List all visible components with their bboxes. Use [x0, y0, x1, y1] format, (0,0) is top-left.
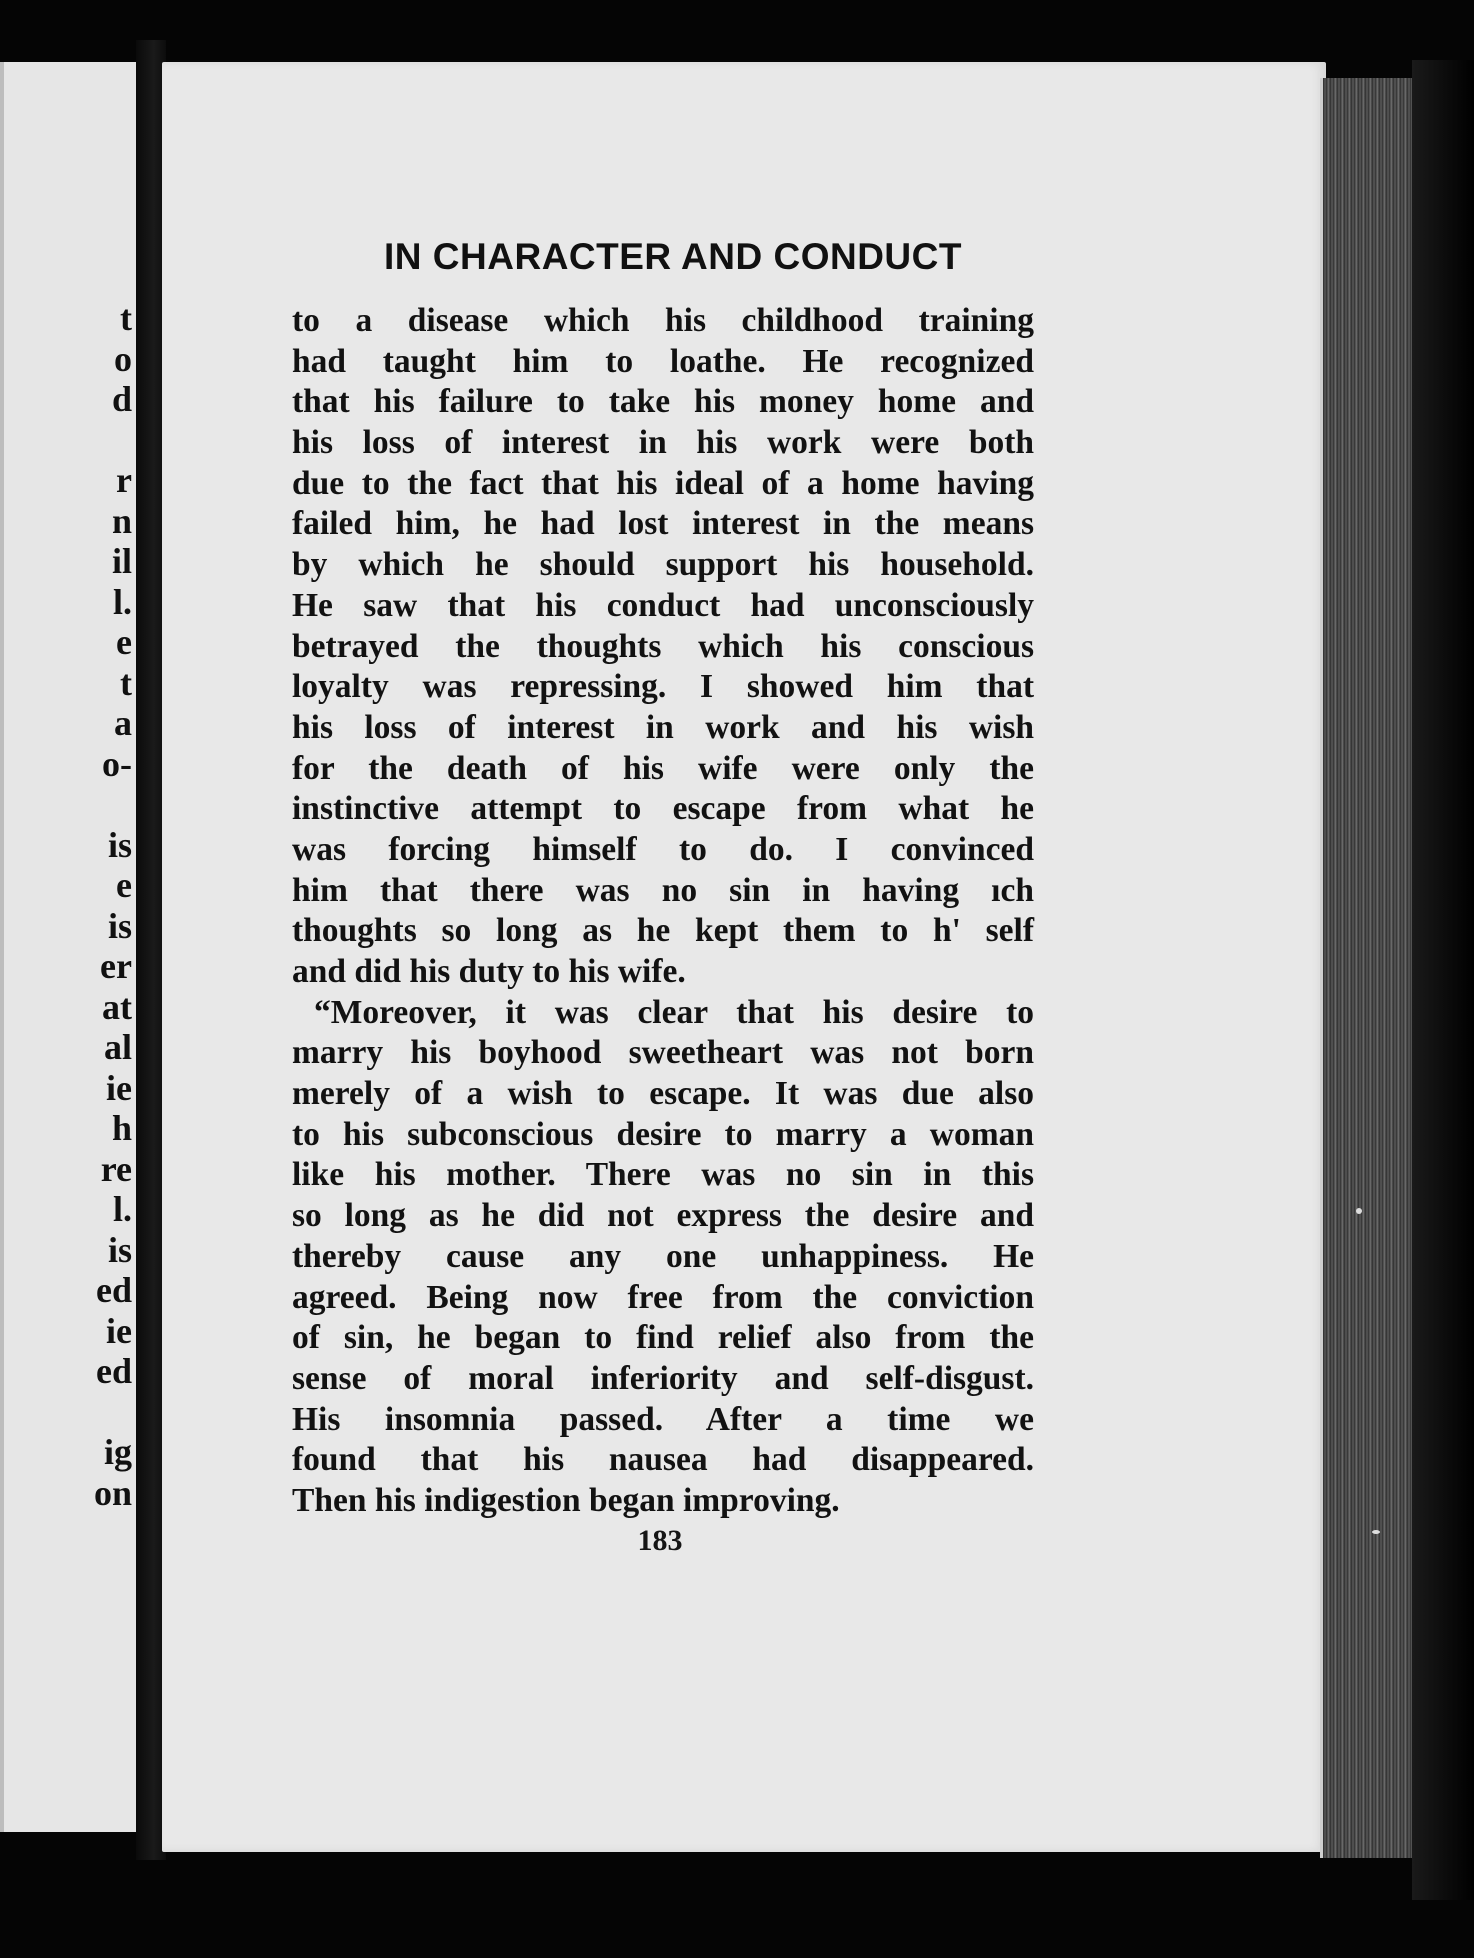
text-line: that his failure to take his money home and [292, 383, 1034, 421]
text-line: failed him, he had lost interest in the means [292, 505, 1034, 543]
text-line: so long as he did not express the desire and [292, 1197, 1034, 1235]
text-line: had taught him to loathe. He recognized [292, 342, 1034, 380]
fragment [0, 420, 132, 461]
scan-speck [1356, 1208, 1362, 1214]
fragment: at [102, 986, 132, 1027]
body-text [292, 301, 1034, 1522]
page-stack-edge [1320, 78, 1415, 1858]
fragment: a [114, 703, 132, 743]
text-line: of sin, he began to find relief also from the [292, 1319, 1034, 1357]
text-line: him that there was no sin in having ıch [292, 871, 1034, 909]
text-line: his loss of interest in his work were both [292, 424, 1034, 462]
text-line: betrayed the thoughts which his conscious [292, 627, 1034, 665]
text-line: for the death of his wife were only the [292, 749, 1034, 787]
fragment: t [120, 662, 132, 703]
page-number: 183 [637, 1524, 683, 1557]
facing-page-fragment [0, 62, 136, 1832]
text-line: “Moreover, it was clear that his desire to [314, 993, 1034, 1031]
fragment: l. [112, 1189, 132, 1229]
text-line: by which he should support his household. [292, 546, 1034, 584]
fragment: ig [103, 1432, 132, 1472]
fragment: ed [96, 1351, 132, 1391]
facing-page-text [0, 298, 132, 1513]
text-line: to his subconscious desire to marry a woman [292, 1115, 1034, 1153]
text-line: found that his nausea had disappeared. [292, 1441, 1034, 1479]
text-line: His insomnia passed. After a time we [292, 1400, 1034, 1438]
text-line: was forcing himself to do. I convinced [292, 830, 1034, 868]
fragment: on [93, 1472, 132, 1513]
fragment: ie [106, 1310, 132, 1351]
fragment: t [120, 298, 132, 338]
text-line: due to the fact that his ideal of a home having [292, 464, 1034, 502]
text-line: thereby cause any one unhappiness. He [292, 1237, 1034, 1275]
text-line: thoughts so long as he kept them to h' self [292, 912, 1034, 950]
scan-border [1412, 60, 1474, 1900]
fragment: n [111, 500, 132, 541]
scan-speck [1372, 1530, 1380, 1534]
text-line: sense of moral inferiority and self-disgust. [292, 1359, 1034, 1397]
running-head: IN CHARACTER AND CONDUCT [384, 236, 962, 277]
fragment: l. [112, 581, 132, 622]
fragment: h [111, 1108, 132, 1148]
text-line: loyalty was repressing. I showed him that [292, 668, 1034, 706]
fragment: ed [96, 1270, 132, 1310]
fragment: o- [102, 743, 132, 784]
fragment: is [107, 824, 132, 865]
text-line: He saw that his conduct had unconsciously [292, 586, 1034, 624]
text-line: marry his boyhood sweetheart was not born [292, 1034, 1034, 1072]
fragment: er [100, 946, 132, 986]
fragment: e [116, 622, 132, 662]
text-line: to a disease which his childhood training [292, 302, 1034, 339]
fragment: e [116, 865, 132, 905]
fragment: is [107, 1229, 132, 1270]
fragment: re [100, 1148, 132, 1189]
fragment: ie [106, 1067, 132, 1108]
fragment [0, 784, 132, 825]
text-line: agreed. Being now free from the conviction [292, 1278, 1034, 1316]
fragment [0, 1392, 132, 1433]
fragment: il [111, 541, 132, 581]
text-line: and did his duty to his wife. [292, 953, 686, 990]
fragment: r [116, 460, 132, 500]
text-line: instinctive attempt to escape from what he [292, 790, 1034, 828]
fragment: o [114, 338, 132, 379]
text-line: his loss of interest in work and his wish [292, 708, 1034, 746]
fragment: is [107, 905, 132, 946]
text-line: Then his indigestion began improving. [292, 1481, 840, 1519]
text-line: merely of a wish to escape. It was due also [292, 1075, 1034, 1113]
fragment: al [103, 1027, 132, 1067]
text-line: like his mother. There was no sin in this [292, 1156, 1034, 1194]
fragment: d [111, 379, 132, 419]
